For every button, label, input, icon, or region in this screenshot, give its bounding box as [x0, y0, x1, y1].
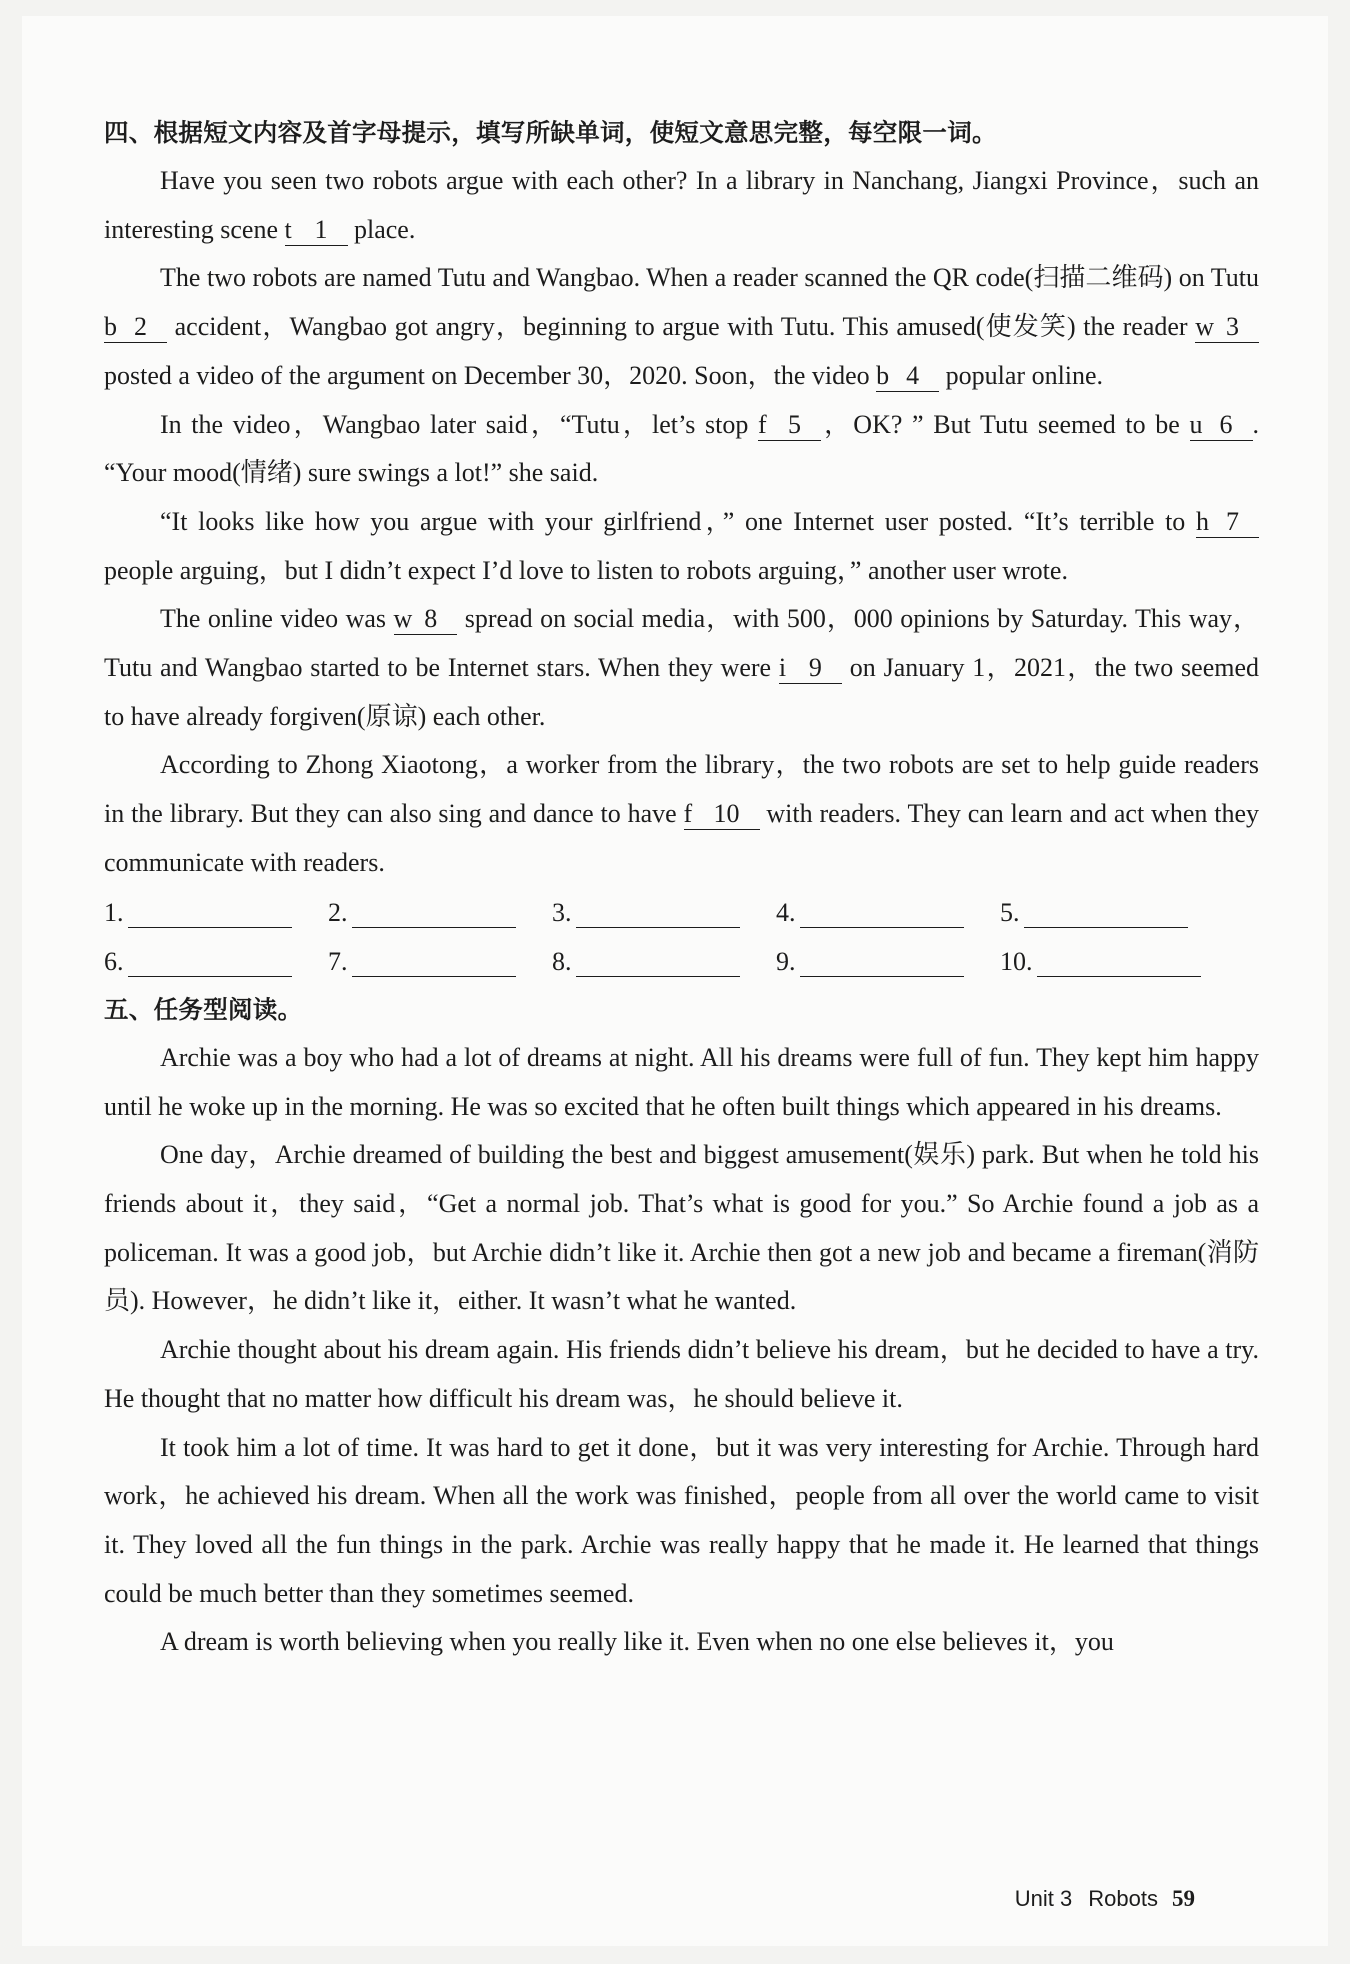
blank-7	[1196, 507, 1259, 538]
blank-8	[394, 604, 458, 635]
answer-label: 9.	[776, 946, 796, 976]
passage-paragraph-4	[104, 498, 1259, 595]
blank-number: 7	[1226, 506, 1239, 536]
blank-initial: i	[778, 653, 787, 683]
story-paragraph-5: A dream is worth believing when you really like it. Even when no one else believes it，you	[160, 1627, 1114, 1657]
blank-number: 8	[424, 604, 438, 634]
answer-row-1	[104, 888, 1259, 937]
passage-paragraph-3	[104, 401, 1259, 498]
text-run: with readers. They can learn and act when they communicate with readers.	[104, 799, 1259, 877]
text-run: In the video，Wangbao later said，“Tutu，let’s stop	[160, 409, 758, 439]
passage-paragraph-5	[104, 595, 1259, 741]
answer-line[interactable]	[800, 901, 964, 928]
page-number: 59	[1172, 1886, 1195, 1911]
text-run: posted a video of the argument on December 30，2020. Soon，the video	[104, 360, 877, 390]
blank-4	[876, 361, 939, 392]
answer-8[interactable]	[552, 947, 776, 985]
blank-initial: h	[1196, 506, 1209, 536]
blank-initial: w	[1195, 312, 1214, 342]
section-4-heading: 四、根据短文内容及首字母提示，填写所缺单词，使短文意思完整，每空限一词。	[104, 118, 997, 147]
blank-6	[1190, 410, 1253, 441]
answer-line[interactable]	[352, 901, 516, 928]
content	[104, 108, 1259, 1667]
passage-paragraph-6	[104, 741, 1259, 887]
story-paragraph-3: Archie thought about his dream again. His friends didn’t believe his dream，but he decided to have a try. He thought that no matter how difficult his dream was，he should believe it.	[104, 1335, 1259, 1413]
blank-initial: b	[104, 312, 117, 342]
text-run: ，OK? ” But Tutu seemed to be	[821, 409, 1190, 439]
blank-initial: f	[758, 409, 767, 439]
page-footer	[1015, 1886, 1195, 1912]
passage-paragraph-2	[104, 254, 1259, 400]
blank-number: 2	[134, 312, 147, 342]
page	[22, 16, 1328, 1946]
blank-10	[684, 799, 760, 830]
story-paragraph-2: One day，Archie dreamed of building the best and biggest amusement(娱乐) park. But when he told his friends about it，they said，“Get a normal job. That’s what is good for you.” So Archie found a job as a policeman. It was a good job，but Archie didn’t like it. Archie then got a new job and became a fireman(消防员). However，he didn’t like it，either. It wasn’t what he wanted.	[104, 1140, 1259, 1316]
text-run: accident，Wangbao got angry，beginning to argue with Tutu. This amused(使发笑) the reader	[167, 312, 1196, 342]
footer-unit: Unit 3	[1014, 1886, 1073, 1911]
answer-line[interactable]	[576, 901, 740, 928]
answer-line[interactable]	[576, 950, 740, 977]
blank-number: 4	[906, 360, 920, 390]
passage-paragraph-1	[104, 157, 1259, 254]
answer-label: 5.	[1000, 898, 1020, 928]
blank-3	[1195, 312, 1259, 343]
story-paragraph-1: Archie was a boy who had a lot of dreams at night. All his dreams were full of fun. They kept him happy until he woke up in the morning. He was so excited that he often built things which appeared in his dreams.	[104, 1042, 1259, 1121]
blank-1	[285, 215, 348, 246]
answer-label: 6.	[104, 946, 124, 976]
answer-label: 10.	[1000, 946, 1033, 976]
text-run: According to Zhong Xiaotong，a worker from the library，the two robots are set to help guide readers in the library. But they can also sing and dance to have	[104, 750, 1259, 829]
blank-initial: w	[393, 604, 413, 634]
answer-label: 7.	[328, 946, 348, 976]
answer-line[interactable]	[1024, 901, 1188, 928]
answer-row-2	[104, 936, 1259, 985]
text-run: spread on social media，with 500，000 opinions by Saturday. This way，Tutu and Wangbao started to be Internet stars. When they were	[104, 604, 1259, 683]
text-run: on January 1，2021，the two seemed to have already forgiven(原谅) each other.	[104, 653, 1259, 731]
blank-number: 1	[314, 214, 328, 244]
text-run: . “Your mood(情绪) sure swings a lot!” she said.	[104, 409, 1259, 488]
blank-initial: u	[1189, 409, 1203, 439]
answer-2[interactable]	[328, 898, 552, 936]
blank-number: 5	[788, 409, 801, 439]
blank-number: 10	[713, 799, 740, 829]
text-run: The two robots are named Tutu and Wangbao. When a reader scanned the QR code(扫描二维码) on Tutu	[160, 263, 1259, 293]
blank-initial: b	[876, 360, 890, 390]
answer-label: 1.	[104, 898, 124, 928]
answer-line[interactable]	[800, 950, 964, 977]
answer-label: 3.	[552, 898, 572, 928]
section-5-heading: 五、任务型阅读。	[104, 994, 303, 1024]
blank-number: 6	[1219, 409, 1233, 439]
answer-3[interactable]	[552, 898, 776, 936]
answer-line[interactable]	[352, 950, 516, 977]
answer-line[interactable]	[1037, 950, 1201, 977]
answer-7[interactable]	[328, 947, 552, 985]
answer-label: 2.	[328, 898, 348, 928]
answer-lines	[104, 888, 1259, 985]
text-run: popular online.	[939, 360, 1104, 390]
answer-5[interactable]	[1000, 898, 1224, 936]
blank-number: 3	[1226, 312, 1239, 342]
answer-label: 8.	[552, 946, 572, 976]
answer-10[interactable]	[1000, 947, 1224, 985]
blank-5	[758, 410, 821, 441]
text-run: The online video was	[160, 604, 394, 634]
text-run: place.	[347, 214, 416, 244]
blank-initial: f	[683, 799, 693, 829]
answer-9[interactable]	[776, 947, 1000, 985]
answer-4[interactable]	[776, 898, 1000, 936]
text-run: “It looks like how you argue with your girlfriend，” one Internet user posted. “It’s terrible to	[160, 506, 1196, 536]
text-run: people arguing，but I didn’t expect I’d love to listen to robots arguing，” another user wrote.	[104, 555, 1068, 585]
story-paragraph-4: It took him a lot of time. It was hard to get it done，but it was very interesting for Archie. Through hard work，he achieved his dream. When all the work was finished，people from all over the world came to visit it. They loved all the fun things in the park. Archie was really happy that he made it. He learned that things could be much better than they sometimes seemed.	[104, 1432, 1259, 1608]
answer-label: 4.	[776, 898, 796, 928]
answer-6[interactable]	[104, 947, 328, 985]
text-run: Have you seen two robots argue with each other? In a library in Nanchang, Jiangxi Province，such an interesting scene	[104, 166, 1259, 244]
blank-number: 9	[808, 653, 822, 683]
answer-1[interactable]	[104, 898, 328, 936]
answer-line[interactable]	[128, 950, 292, 977]
blank-initial: t	[284, 214, 292, 244]
answer-line[interactable]	[128, 901, 292, 928]
footer-topic: Robots	[1088, 1886, 1158, 1911]
blank-2	[104, 312, 167, 343]
blank-9	[779, 653, 842, 684]
